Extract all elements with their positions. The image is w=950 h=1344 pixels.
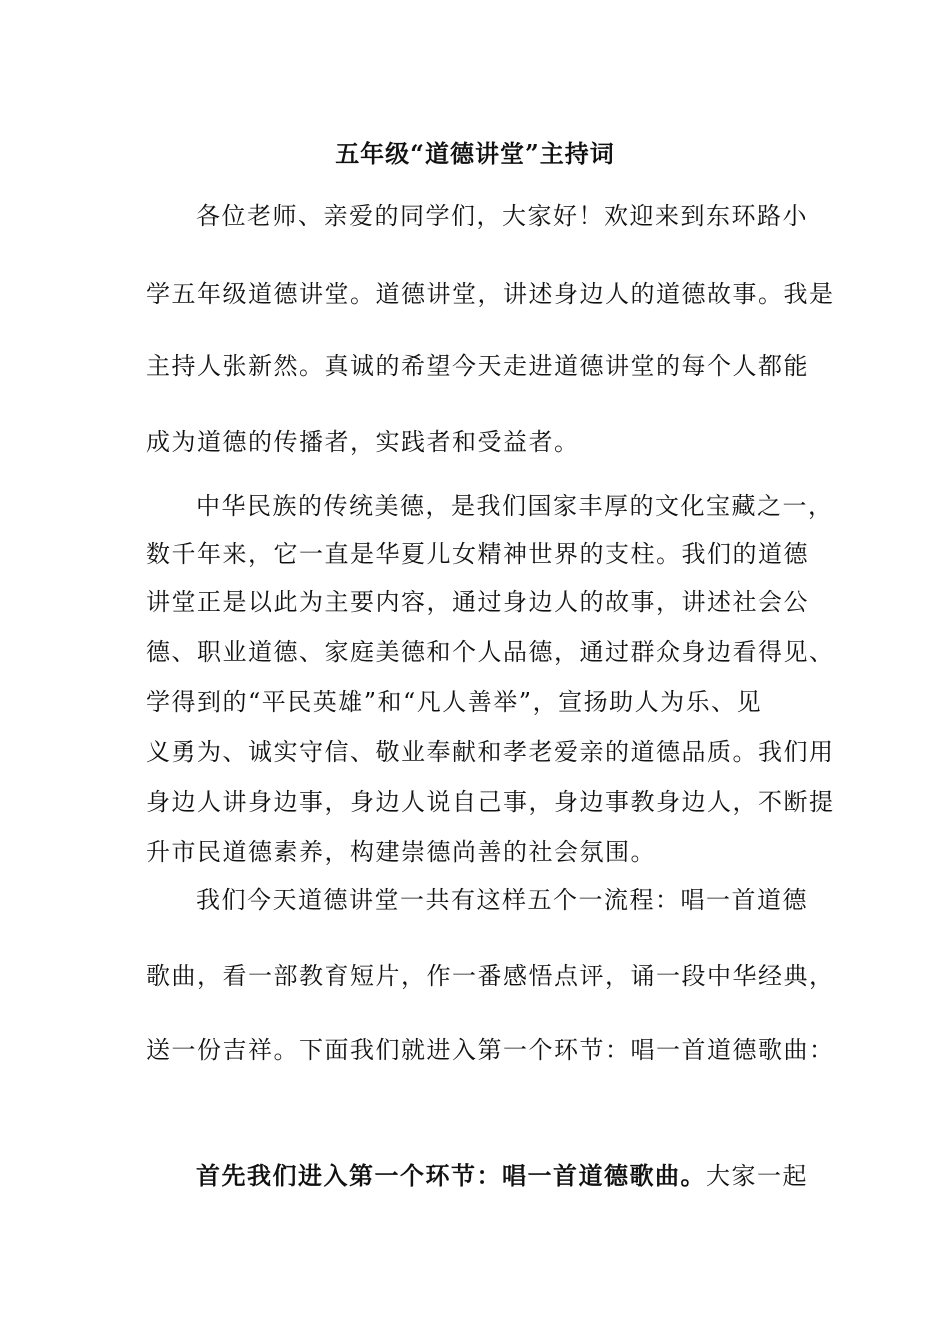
- paragraph-line: 学得到的“平民英雄”和“凡人善举”，宣扬助人为乐、见: [146, 688, 763, 716]
- paragraph-line: 讲堂正是以此为主要内容，通过身边人的故事，讲述社会公: [146, 588, 809, 616]
- document-title: 五年级“道德讲堂”主持词: [335, 139, 615, 168]
- paragraph-line: 送一份吉祥。下面我们就进入第一个环节：唱一首道德歌曲：: [146, 1036, 835, 1064]
- paragraph-line: 主持人张新然。真诚的希望今天走进道德讲堂的每个人都能: [146, 352, 809, 380]
- paragraph-line-final: [196, 1156, 808, 1191]
- trailing-text: 大家一起: [706, 1162, 808, 1190]
- paragraph-line: 升市民道德素养，构建崇德尚善的社会氛围。: [146, 838, 656, 866]
- paragraph-line: 身边人讲身边事，身边人说自己事，身边事教身边人，不断提: [146, 788, 835, 816]
- paragraph-line: 义勇为、诚实守信、敬业奉献和孝老爱亲的道德品质。我们用: [146, 738, 835, 766]
- paragraph-line: 中华民族的传统美德，是我们国家丰厚的文化宝藏之一，: [196, 492, 834, 520]
- paragraph-line: 学五年级道德讲堂。道德讲堂，讲述身边人的道德故事。我是: [146, 280, 835, 308]
- paragraph-line: 成为道德的传播者，实践者和受益者。: [146, 428, 580, 456]
- paragraph-line: 各位老师、亲爱的同学们，大家好！欢迎来到东环路小: [196, 202, 808, 230]
- paragraph-line: 歌曲，看一部教育短片，作一番感悟点评，诵一段中华经典，: [146, 962, 835, 990]
- paragraph-line: 数千年来，它一直是华夏儿女精神世界的支柱。我们的道德: [146, 540, 809, 568]
- paragraph-line: 我们今天道德讲堂一共有这样五个一流程：唱一首道德: [196, 886, 808, 914]
- paragraph-line: 德、职业道德、家庭美德和个人品德，通过群众身边看得见、: [146, 638, 835, 666]
- bold-lead-text: 首先我们进入第一个环节：唱一首道德歌曲。: [196, 1161, 706, 1190]
